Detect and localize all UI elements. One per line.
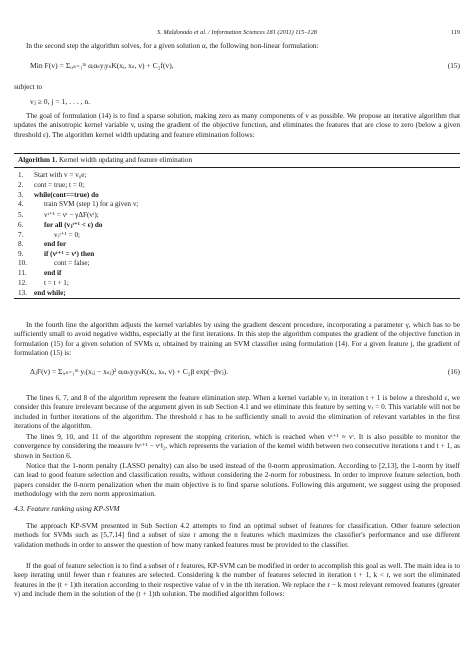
algorithm-line (18, 240, 66, 248)
algorithm-rule (14, 167, 460, 168)
paragraph-goal: The goal of formulation (14) is to find a sparse solution, making zero as many components of v as possible. We propose an iterative algorithm that updates the anisotropic kernel variable v, using the gradient of the objective function, and eliminates the features that are close to zero (below a given threshold ε). The algorithm kernel width updating and feature elimination follows: (14, 111, 460, 139)
algorithm-line-number: 4. (18, 200, 24, 209)
algorithm-line (18, 230, 80, 239)
subject-to: subject to (14, 82, 43, 91)
algorithm-line-text: end while; (34, 288, 66, 297)
paragraph-norm: Notice that the 1-norm penalty (LASSO penalty) can also be used instead of the 0-norm approximation. According to [2,13], the 1-norm by itself can lead to good feature selection and classification results, without considering the 2-norm for robustness. In order to improve feature selection, both papers consider the 0-norm penalization when the main objective is to find sparse solutions. Following this argument, we suggest using the proposed methodology with the zero norm approximation. (14, 461, 460, 499)
algorithm-line (18, 249, 94, 258)
algorithm-line-number: 13. (18, 288, 27, 297)
eq16-lhs: ΔⱼF(v) = (30, 367, 59, 376)
algorithm-line-text: if (vᵗ⁺¹ = vᵗ) then (44, 250, 95, 259)
algorithm-line-text: end if (44, 269, 62, 277)
paragraph-modified: If the goal of feature selection is to find a subset of r features, KP-SVM can be modified in order to accomplish this goal as well. The main idea is to keep iterating until fewer than r features are selected. Considering k the number of features selected in iteration t + 1, k < r, we sort the eliminated features in the (t + 1)th iteration according to their respective value of v in the tth iteration. We replace the r − k most relevant removed features (greater v) and include them in the solution of the (t + 1)th solution. The modified algorithm follows: (14, 561, 460, 599)
algorithm-box (14, 153, 460, 299)
algorithm-line (18, 259, 90, 267)
algorithm-line-text: vᵗ⁺¹ = vᵗ − γΔF(vᵗ); (44, 211, 99, 220)
eq16-number: (16) (447, 367, 460, 376)
algorithm-line (18, 200, 138, 208)
paragraph-gradient: In the fourth line the algorithm adjusts the kernel variables by using the gradient descent procedure, incorporating a parameter γ, which has to be sufficiently small to avoid negative widths, especially at the first iterations. In this step the algorithm computes the gradient of the objective function in formulation (15) for a given solution of SVMs α, obtained by training an SVM classifier using formulation (14). For a given feature j, the gradient of formulation (15) is: (14, 320, 460, 358)
algorithm-line-number: 7. (18, 230, 24, 239)
algorithm-line (18, 269, 61, 277)
algorithm-line-number: 6. (18, 221, 24, 229)
paragraph-intro: In the second step the algorithm solves, for a given solution α, the following non-linear formulation: (26, 41, 319, 50)
algorithm-line-number: 2. (18, 180, 24, 189)
algorithm-line-text: while(cont==true) do (34, 190, 99, 199)
running-title: S. Maldonado et al. / Information Sciences 181 (2011) 115–128 (157, 29, 317, 36)
paragraph-kpsvm: The approach KP-SVM presented in Sub Section 4.2 attempts to find an optimal subset of features for classification. Other feature selection methods for SVMs such as [5,7,14] find a subset of size r among the n features which maximizes the classifier's performance and use different validation methods in order to answer the question of how many ranked features must be provided to the classifier. (14, 521, 460, 549)
algorithm-line-number: 10. (18, 259, 27, 268)
algorithm-line-text: vⱼᵗ⁺¹ = 0; (54, 230, 81, 239)
algorithm-line-text: end for (44, 239, 67, 248)
algorithm-line (18, 289, 66, 297)
algorithm-title: Kernel width updating and feature elimination (58, 156, 193, 164)
section-heading: 4.3. Feature ranking using KP-SVM (14, 504, 120, 513)
eq16-body: Σᵢ,ₛ₌₁ᵐ yᵢ(xᵢⱼ − xₛⱼ)² αᵢαₛyᵢyₛK(xᵢ, xₛ, v) + C₂β exp(−βvⱼ). (58, 367, 229, 376)
algorithm-line (18, 210, 99, 219)
algorithm-label: Algorithm 1. (18, 156, 58, 164)
eq15-body: Σᵢ,ₛ₌₁ᵐ αᵢαₛyᵢyₛK(xᵢ, xₛ, v) + C₂f(v), (65, 61, 174, 70)
equation-16 (30, 367, 460, 376)
algorithm-line-number: 3. (18, 190, 24, 199)
algorithm-line-text: cont = false; (54, 259, 90, 268)
eq15-number: (15) (447, 61, 460, 70)
algorithm-line (18, 181, 84, 189)
page-number: 119 (450, 29, 460, 36)
algorithm-line-number: 5. (18, 211, 24, 220)
algorithm-line (18, 220, 102, 229)
algorithm-line-text: for all (vⱼᵗ⁺¹ < ε) do (44, 221, 103, 229)
algorithm-line-text: train SVM (step 1) for a given v; (44, 200, 139, 209)
algorithm-line-number: 1. (18, 171, 24, 179)
paragraph-elimination: The lines 6, 7, and 8 of the algorithm represent the feature elimination step. When a kernel variable vⱼ in iteration t + 1 is below a threshold ε, we consider this feature irrelevant because of the argument given in sub Section 4.1 and we eliminate this feature by setting vⱼ = 0. This variable will not be included in further iterations of the algorithm. The threshold ε has to be sufficiently small to avoid the elimination of relevant variables in the first iterations of the algorithm. (14, 393, 460, 431)
eq15-lhs: Min F(v) = (30, 61, 66, 70)
algorithm-line-number: 9. (18, 250, 24, 259)
algorithm-line (18, 171, 86, 179)
paragraph-stopping: The lines 9, 10, and 11 of the algorithm represent the stopping criterion, which is reached when vᵗ⁺¹ ≈ vᵗ. It is also possible to monitor the convergence by considering the measure ‖vᵗ⁺¹ − vᵗ‖₂, which represents the variation of the kernel width between two consecutive iterations t and t + 1, as shown in Section 6. (14, 432, 460, 460)
algorithm-line (18, 191, 99, 199)
algorithm-line-number: 8. (18, 239, 24, 248)
algorithm-line-number: 12. (18, 278, 27, 287)
algorithm-line-number: 11. (18, 269, 27, 277)
algorithm-caption (18, 156, 192, 164)
constraint: vⱼ ≥ 0, j = 1, . . . , n. (30, 97, 91, 106)
algorithm-line-text: cont = true; t = 0; (34, 180, 85, 189)
algorithm-line-text: Start with v = v₀e; (34, 171, 87, 179)
equation-15 (30, 61, 460, 70)
algorithm-line-text: t = t + 1; (44, 278, 69, 287)
algorithm-line (18, 279, 69, 287)
